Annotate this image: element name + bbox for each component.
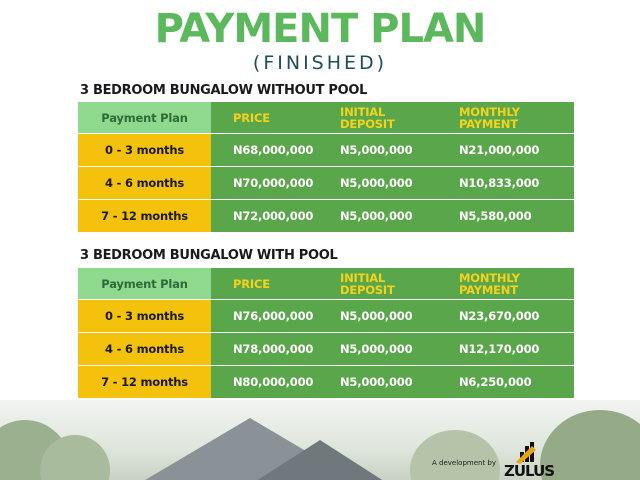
column-header-plan: Payment Plan (78, 268, 211, 299)
deposit-cell: N5,000,000 (316, 333, 435, 365)
column-header-deposit: INITIAL DEPOSIT (316, 102, 435, 133)
table-row (78, 366, 574, 398)
plan-cell: 4 - 6 months (78, 167, 211, 199)
table-row (78, 167, 574, 199)
deposit-cell: N5,000,000 (316, 200, 435, 232)
payment-table-with-pool (78, 268, 574, 399)
table-header-row (78, 102, 574, 133)
monthly-cell: N12,170,000 (435, 333, 574, 365)
monthly-cell: N6,250,000 (435, 366, 574, 398)
payment-table-without-pool (78, 102, 574, 233)
column-header-monthly: MONTHLY PAYMENT (435, 102, 574, 133)
price-cell: N68,000,000 (211, 134, 316, 166)
deposit-cell: N5,000,000 (316, 134, 435, 166)
column-header-price: PRICE (211, 102, 316, 133)
price-cell: N78,000,000 (211, 333, 316, 365)
table-row (78, 134, 574, 166)
price-cell: N76,000,000 (211, 300, 316, 332)
price-cell: N70,000,000 (211, 167, 316, 199)
page-title: PAYMENT PLAN (154, 6, 486, 52)
price-cell: N80,000,000 (211, 366, 316, 398)
deposit-cell: N5,000,000 (316, 366, 435, 398)
zulus-logo-text: ZULUS (504, 462, 555, 480)
deposit-cell: N5,000,000 (316, 300, 435, 332)
section-heading-without-pool: 3 BEDROOM BUNGALOW WITHOUT POOL (80, 83, 368, 98)
column-header-deposit: INITIAL DEPOSIT (316, 268, 435, 299)
roof-shape (250, 440, 390, 480)
table-header-row (78, 268, 574, 299)
tree-shape (540, 410, 640, 480)
column-header-price: PRICE (211, 268, 316, 299)
table-row (78, 300, 574, 332)
page-subtitle: (FINISHED) (252, 52, 388, 74)
plan-cell: 4 - 6 months (78, 333, 211, 365)
plan-cell: 0 - 3 months (78, 300, 211, 332)
table-row (78, 333, 574, 365)
plan-cell: 7 - 12 months (78, 366, 211, 398)
monthly-cell: N21,000,000 (435, 134, 574, 166)
monthly-cell: N23,670,000 (435, 300, 574, 332)
table-row (78, 200, 574, 232)
deposit-cell: N5,000,000 (316, 167, 435, 199)
tree-shape (410, 430, 500, 480)
developer-caption: A development by (432, 459, 497, 467)
plan-cell: 7 - 12 months (78, 200, 211, 232)
plan-cell: 0 - 3 months (78, 134, 211, 166)
column-header-plan: Payment Plan (78, 102, 211, 133)
monthly-cell: N10,833,000 (435, 167, 574, 199)
monthly-cell: N5,580,000 (435, 200, 574, 232)
column-header-monthly: MONTHLY PAYMENT (435, 268, 574, 299)
section-heading-with-pool: 3 BEDROOM BUNGALOW WITH POOL (80, 248, 338, 263)
price-cell: N72,000,000 (211, 200, 316, 232)
